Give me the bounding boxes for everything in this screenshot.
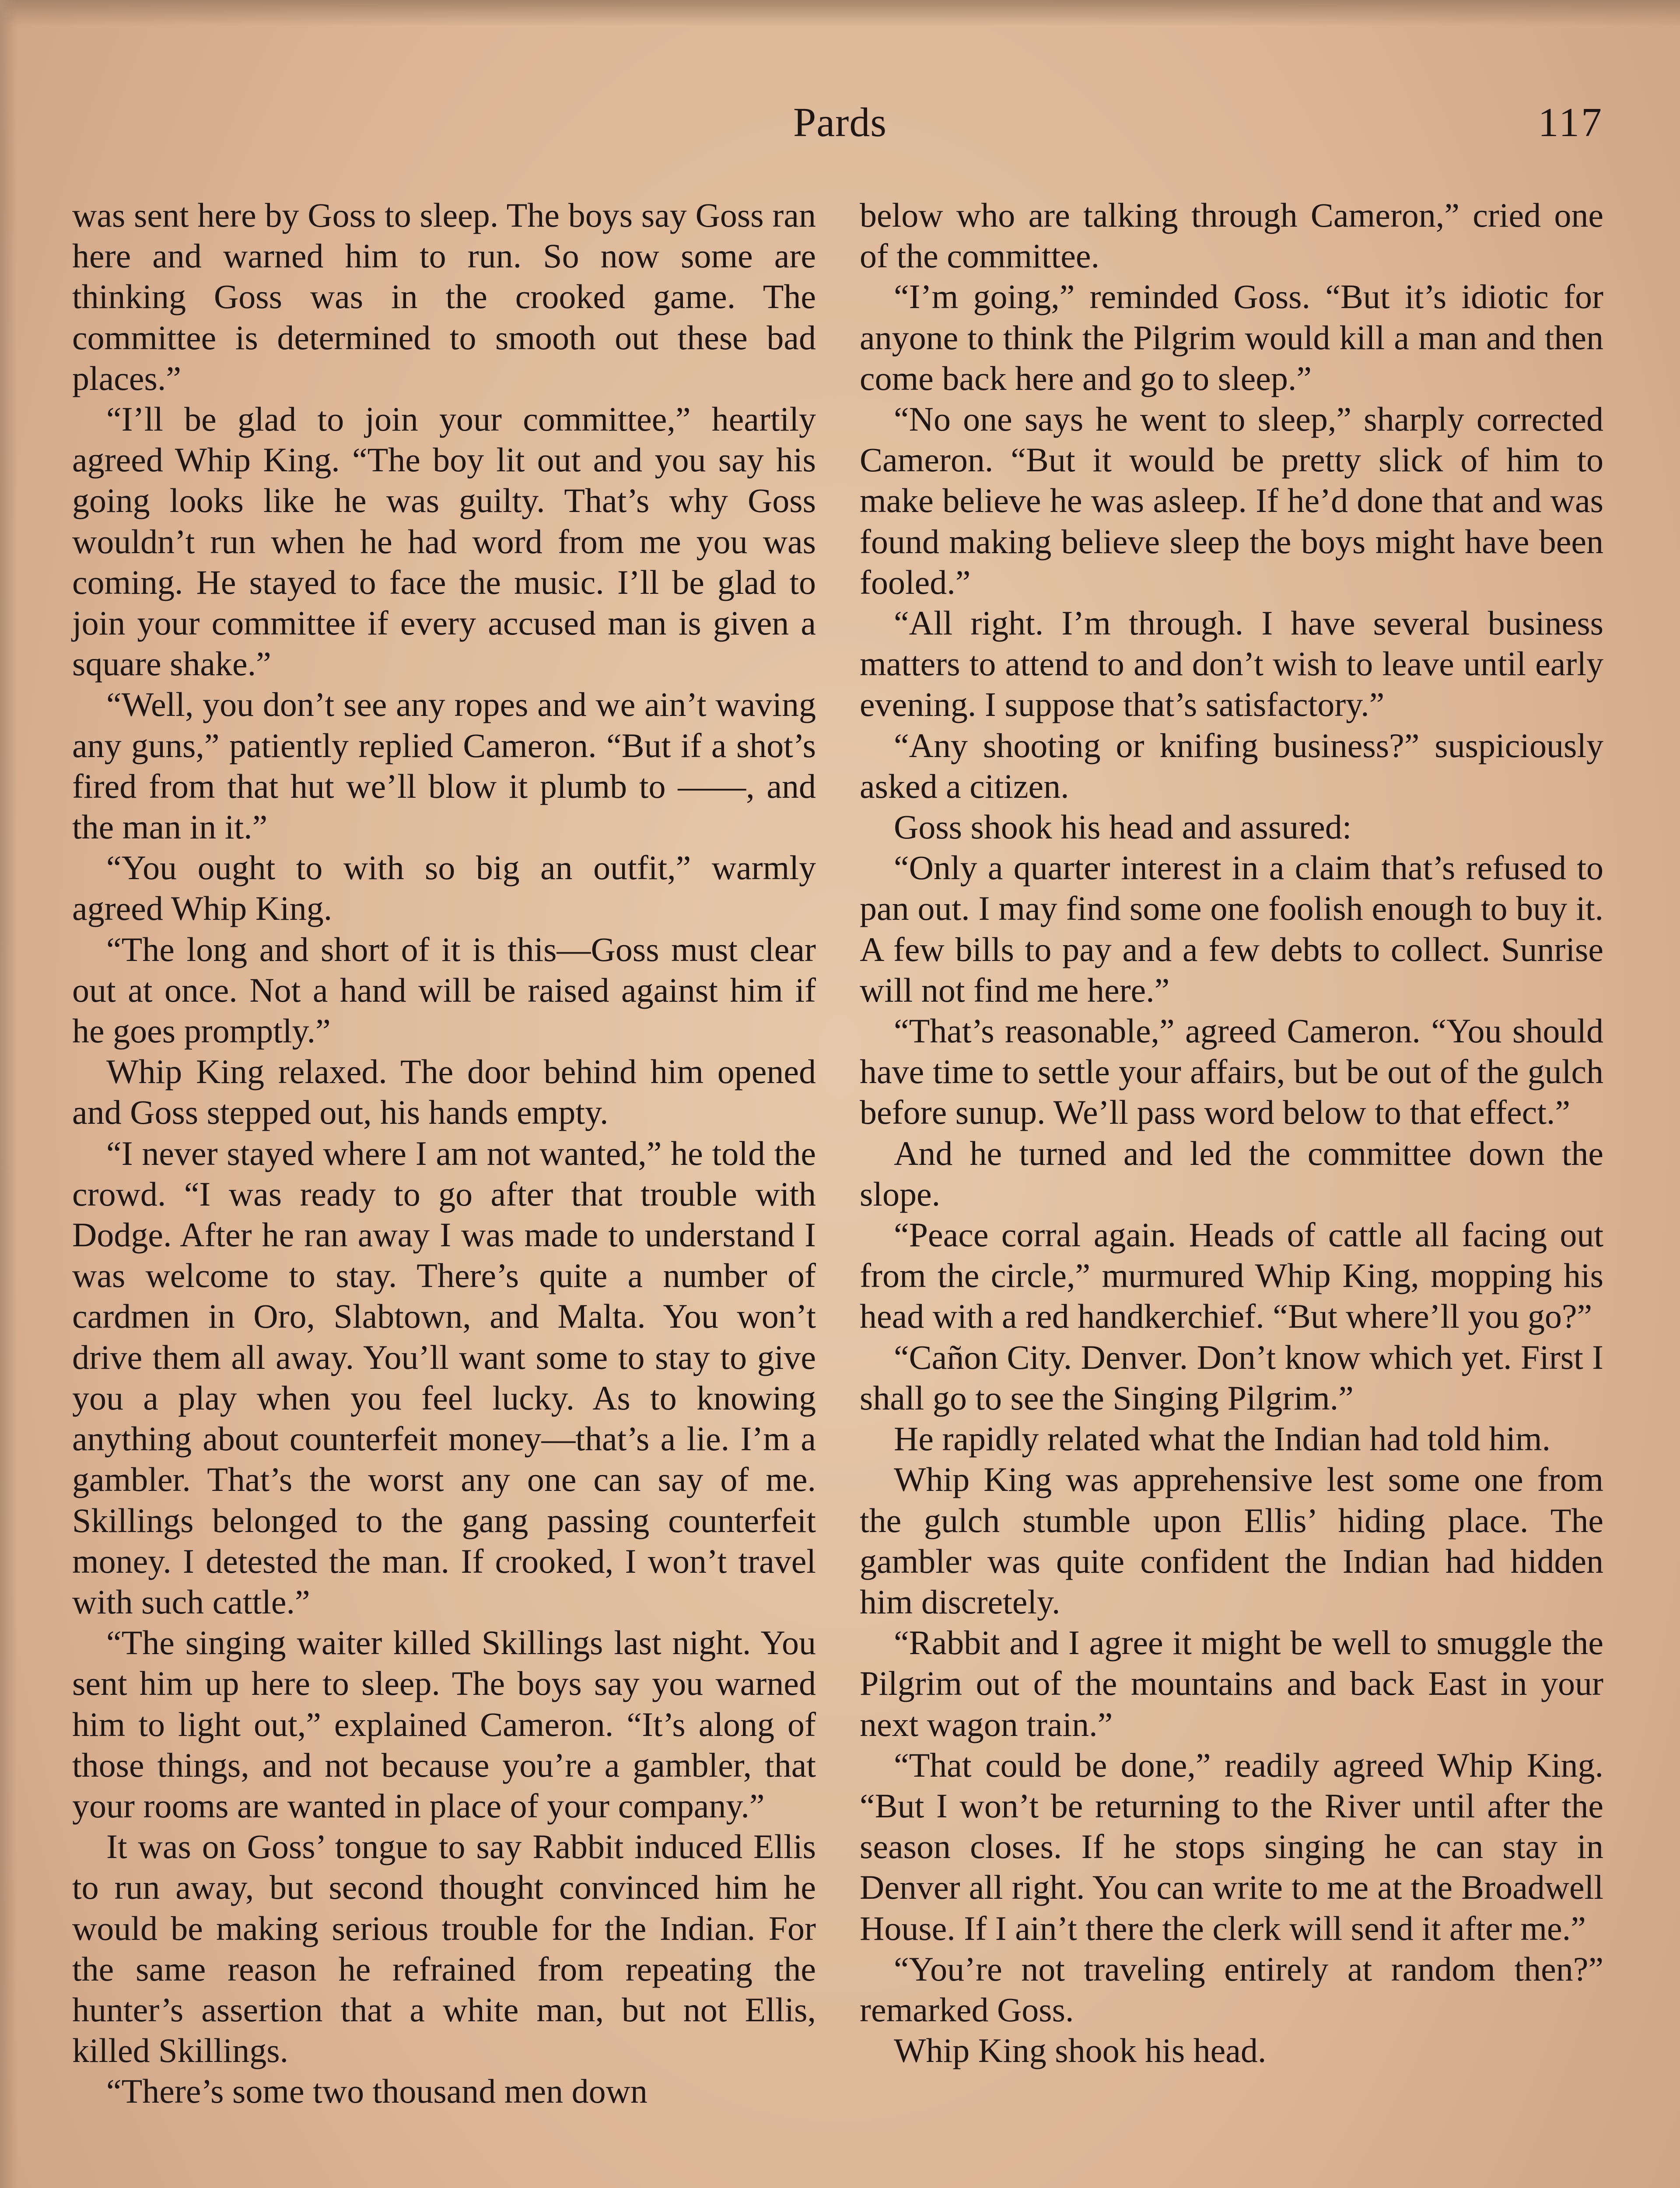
running-title: Pards xyxy=(793,100,887,145)
paragraph: “All right. I’m through. I have several business matters to attend to and don’t wish to leave until early evening. I suppose that’s satisfactory.” xyxy=(860,604,1603,724)
page-edge-left xyxy=(0,0,18,2188)
paragraph: “Any shooting or knifing business?” suspiciously asked a citizen. xyxy=(860,726,1603,805)
paragraph: Whip King was apprehensive lest some one from the gulch stumble upon Ellis’ hiding place. The gambler was quite confident the Indian had hidden him discretely. xyxy=(860,1460,1603,1621)
paragraph: It was on Goss’ tongue to say Rabbit induced Ellis to run away, but second thought convinced him he would be making serious trouble for the Indian. For the same reason he refrained from repeating the hunter’s assertion that a white man, but not Ellis, killed Skillings. xyxy=(72,1827,816,2070)
paragraph: “You’re not traveling entirely at random then?” remarked Goss. xyxy=(860,1950,1603,2029)
paragraph: was sent here by Goss to sleep. The boys say Goss ran here and warned him to run. So now some are thinking Goss was in the crooked game. The committee is determined to smooth out these bad places.” xyxy=(72,196,816,397)
paragraph: “That could be done,” readily agreed Whip King. “But I won’t be returning to the River until after the season closes. If he stops singing he can stay in Denver all right. You can write to me at the Broadwell House. If I ain’t there the clerk will send it after me.” xyxy=(860,1746,1603,1947)
paragraph: Whip King shook his head. xyxy=(894,2031,1267,2070)
paragraph: “There’s some two thousand men down xyxy=(106,2072,648,2111)
paragraph: “I never stayed where I am not wanted,” he told the crowd. “I was ready to go after that trouble with Dodge. After he ran away I was made to understand I was welcome to stay. There’s quite a number of cardmen in Oro, Slabtown, and Malta. You won’t drive them all away. You’ll want some to stay to give you a play when you feel lucky. As to knowing anything about counterfeit money—that’s a lie. I’m a gambler. That’s the worst any one can say of me. Skillings belonged to the gang passing counterfeit money. I detested the man. If crooked, I won’t travel with such cattle.” xyxy=(72,1134,816,1621)
paragraph: Goss shook his head and assured: xyxy=(894,808,1352,846)
paragraph: “I’m going,” reminded Goss. “But it’s idiotic for anyone to think the Pilgrim would kill a man and then come back here and go to sleep.” xyxy=(860,277,1603,397)
paragraph: “No one says he went to sleep,” sharply corrected Cameron. “But it would be pretty slick of him to make believe he was asleep. If he’d done that and was found making believe sleep the boys might have been fooled.” xyxy=(860,400,1603,601)
paragraph: “Rabbit and I agree it might be well to smuggle the Pilgrim out of the mountains and back East in your next wagon train.” xyxy=(860,1623,1603,1743)
paragraph: “You ought to with so big an outfit,” warmly agreed Whip King. xyxy=(72,849,816,928)
page-edge-top xyxy=(0,0,1680,26)
paragraph: “The long and short of it is this—Goss must clear out at once. Not a hand will be raised against him if he goes promptly.” xyxy=(72,930,816,1050)
paragraph: “I’ll be glad to join your committee,” heartily agreed Whip King. “The boy lit out and you say his going looks like he was guilty. That’s why Goss wouldn’t run when he had word from me you was coming. He stayed to face the music. I’ll be glad to join your committee if every accused man is given a square shake.” xyxy=(72,400,816,683)
paragraph: “Well, you don’t see any ropes and we ain’t waving any guns,” patiently replied Cameron. “But if a shot’s fired from that hut we’ll blow it plumb to ——, and the man in it.” xyxy=(72,685,816,846)
page-number: 117 xyxy=(1538,100,1603,145)
paragraph: “That’s reasonable,” agreed Cameron. “You should have time to settle your affairs, but be out of the gulch before sunup. We’ll pass word below to that effect.” xyxy=(860,1012,1603,1132)
right-column xyxy=(860,195,1603,2071)
left-column xyxy=(72,195,816,2112)
paragraph: below who are talking through Cameron,” cried one of the committee. xyxy=(860,196,1603,275)
paragraph: And he turned and led the committee down the slope. xyxy=(860,1134,1603,1213)
paragraph: “The singing waiter killed Skillings last night. You sent him up here to sleep. The boys say you warned him to light out,” explained Cameron. “It’s along of those things, and not because you’re a gambler, that your rooms are wanted in place of your company.” xyxy=(72,1623,816,1825)
paragraph: He rapidly related what the Indian had told him. xyxy=(894,1420,1551,1458)
paragraph: Whip King relaxed. The door behind him opened and Goss stepped out, his hands empty. xyxy=(72,1052,816,1132)
paragraph: “Cañon City. Denver. Don’t know which yet. First I shall go to see the Singing Pilgrim.” xyxy=(860,1338,1603,1417)
paragraph: “Peace corral again. Heads of cattle all facing out from the circle,” murmured Whip King, mopping his head with a red handkerchief. “But where’ll you go?” xyxy=(860,1216,1603,1336)
page-header xyxy=(0,98,1680,147)
paragraph: “Only a quarter interest in a claim that’s refused to pan out. I may find some one foolish enough to buy it. A few bills to pay and a few debts to collect. Sunrise will not find me here.” xyxy=(860,849,1603,1009)
